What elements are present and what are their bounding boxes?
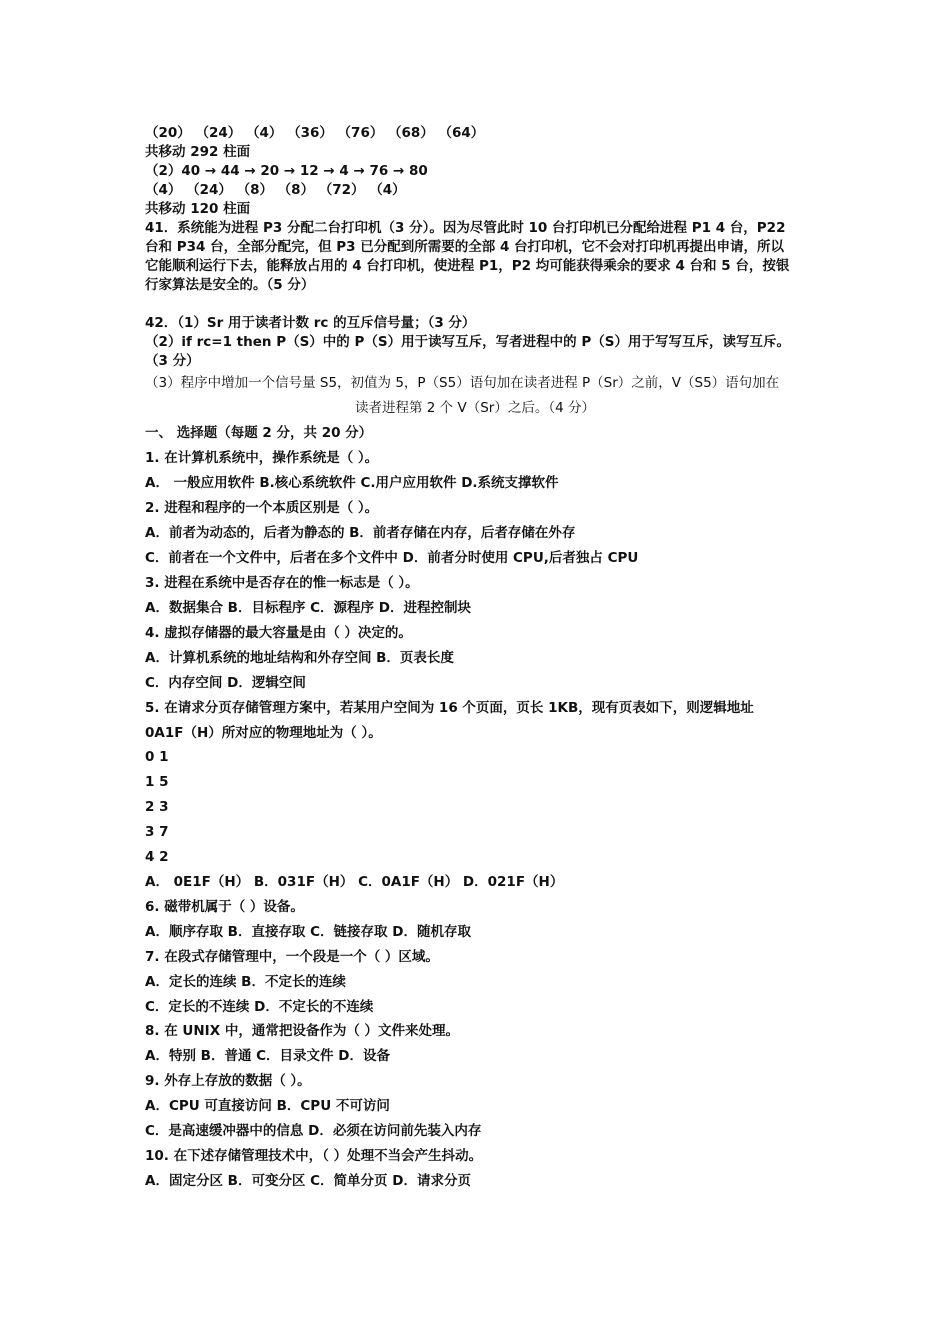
question-3: 3. 进程在系统中是否存在的惟一标志是（ ）。 [145,575,419,591]
answer-42-part-2-score: （3 分） [145,353,200,369]
section-heading: 一、 选择题（每题 2 分，共 20 分） [145,425,373,441]
question-10: 10. 在下述存储管理技术中，（ ）处理不当会产生抖动。 [145,1148,483,1164]
seek-order-2: （2）40 → 44 → 20 → 12 → 4 → 76 → 80 [145,163,428,179]
answer-41-line-1: 41．系统能为进程 P3 分配二台打印机（3 分）。因为尽管此时 10 台打印机已分配给进程 P1 4 台，P22 [145,220,786,236]
question-9: 9. 外存上存放的数据（ ）。 [145,1073,311,1089]
seek-distances-1: （20） （24） （4） （36） （76） （68） （64） [145,125,485,141]
question-8-options: A．特别 B．普通 C．目录文件 D．设备 [145,1048,390,1064]
page-table-row: 1 5 [145,774,169,790]
question-7-options-cd: C．定长的不连续 D．不定长的不连续 [145,999,374,1015]
question-6: 6. 磁带机属于（ ）设备。 [145,899,304,915]
answer-42-part-3-line-2: 读者进程第 2 个 V（Sr）之后。（4 分） [355,400,595,416]
question-5-options: A． 0E1F（H） B．031F（H） C．0A1F（H） D．021F（H） [145,874,564,890]
page-table-row: 3 7 [145,824,169,840]
question-4-options-ab: A．计算机系统的地址结构和外存空间 B．页表长度 [145,650,454,666]
question-9-options-cd: C．是高速缓冲器中的信息 D．必须在访问前先装入内存 [145,1123,482,1139]
seek-total-2: 共移动 120 柱面 [145,201,251,217]
question-1-options: A． 一般应用软件 B.核心系统软件 C.用户应用软件 D.系统支撑软件 [145,475,559,491]
question-3-options: A．数据集合 B．目标程序 C．源程序 D．进程控制块 [145,600,471,616]
question-2-options-cd: C．前者在一个文件中，后者在多个文件中 D．前者分时使用 CPU,后者独占 CPU [145,550,639,566]
seek-total-1: 共移动 292 柱面 [145,144,251,160]
answer-41-line-4: 行家算法是安全的。（5 分） [145,277,315,293]
question-5-line-2: 0A1F（H）所对应的物理地址为（ ）。 [145,725,382,741]
page-table-row: 4 2 [145,849,169,865]
answer-42-part-1: 42．（1）Sr 用于读者计数 rc 的互斥信号量；（3 分） [145,315,476,331]
question-4: 4. 虚拟存储器的最大容量是由（ ）决定的。 [145,625,412,641]
page-table-row: 0 1 [145,749,169,765]
question-7: 7. 在段式存储管理中，一个段是一个（ ）区域。 [145,949,439,965]
question-8: 8. 在 UNIX 中，通常把设备作为（ ）文件来处理。 [145,1023,460,1039]
question-1: 1. 在计算机系统中，操作系统是（ ）。 [145,450,379,466]
question-4-options-cd: C．内存空间 D．逻辑空间 [145,675,306,691]
question-2: 2. 进程和程序的一个本质区别是（ ）。 [145,500,379,516]
question-2-options-ab: A．前者为动态的，后者为静态的 B．前者存储在内存，后者存储在外存 [145,525,576,541]
question-7-options-ab: A．定长的连续 B．不定长的连续 [145,974,346,990]
answer-41-line-2: 台和 P34 台，全部分配完，但 P3 已分配到所需要的全部 4 台打印机，它不会对打印机再提出申请，所以 [145,239,785,255]
page-table-row: 2 3 [145,799,169,815]
question-6-options: A．顺序存取 B．直接存取 C．链接存取 D．随机存取 [145,924,471,940]
answer-42-part-3-line-1: （3）程序中增加一个信号量 S5，初值为 5，P（S5）语句加在读者进程 P（Sr）之前，V（S5）语句加在 [145,375,780,391]
question-9-options-ab: A．CPU 可直接访问 B．CPU 不可访问 [145,1098,390,1114]
question-10-options: A．固定分区 B．可变分区 C．简单分页 D．请求分页 [145,1173,471,1189]
answer-41-line-3: 它能顺利运行下去，能释放占用的 4 台打印机，使进程 P1，P2 均可能获得乘余的要求 4 台和 5 台，按银 [145,258,790,274]
answer-42-part-2: （2）if rc=1 then P（S）中的 P（S）用于读写互斥，写者进程中的 P（S）用于写写互斥，读写互斥。 [145,334,790,350]
question-5-line-1: 5. 在请求分页存储管理方案中，若某用户空间为 16 个页面，页长 1KB，现有页表如下，则逻辑地址 [145,700,754,716]
seek-distances-2: （4） （24） （8） （8） （72） （4） [145,182,406,198]
